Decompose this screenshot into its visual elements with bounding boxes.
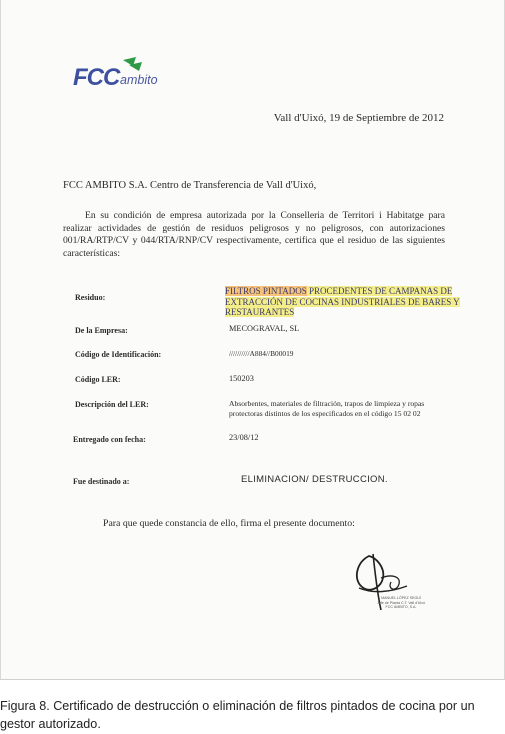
- handwritten-signature: [347, 548, 447, 628]
- codigo-id-label: Código de Identificación:: [75, 350, 162, 359]
- descripcion-value: Absorbentes, materiales de filtración, trapos de limpieza y ropas protectoras distintos de los especificados en el código 15 02 02: [229, 399, 425, 418]
- fcc-ambito-logo: [73, 56, 183, 94]
- logo-sub: ambito: [120, 73, 158, 87]
- empresa-label: De la Empresa:: [75, 326, 128, 335]
- logo-brand: FCC: [73, 64, 120, 91]
- codigo-id-value: //////////A884//B00019: [229, 349, 294, 358]
- entregado-label: Entregado con fecha:: [73, 435, 146, 444]
- empresa-value: MECOGRAVAL, SL: [229, 324, 300, 333]
- destino-value: ELIMINACION/ DESTRUCCION.: [241, 474, 388, 485]
- stamp-line-2: Jefe de Planta C.T. Vall d'Uixó: [377, 600, 425, 605]
- residuos-value: [225, 286, 465, 318]
- residuos-value-highlight: FILTROS PINTADOS: [225, 286, 307, 296]
- destino-label: Fue destinado a:: [73, 477, 130, 486]
- intro-paragraph: En su condición de empresa autorizada por la Conselleria de Territori i Habitatge para realizar actividades de gestión de residuos peligrosos y no peligrosos, con autorizaciones 001/RA/RTP/CV y 044/RTA/RNP/CV respectivamente, certifica que el residuo de las siguientes características:: [63, 210, 445, 259]
- closing-line: Para que quede constancia de ello, firma el presente documento:: [103, 518, 355, 529]
- codigo-ler-label: Código LER:: [75, 375, 121, 384]
- entregado-value: 23/08/12: [229, 433, 259, 442]
- descripcion-label: Descripción del LER:: [75, 400, 149, 409]
- residuos-label: Residuo:: [75, 293, 106, 302]
- date-line: Vall d'Uixó, 19 de Septiembre de 2012: [273, 112, 444, 124]
- codigo-ler-value: 150203: [229, 374, 254, 383]
- figure-caption: Figura 8. Certificado de destrucción o eliminación de filtros pintados de cocina por un gestor autorizado.: [0, 699, 475, 731]
- stamp-line-3: FCC ÁMBITO, S.A.: [385, 605, 417, 610]
- addressee: FCC AMBITO S.A. Centro de Transferencia de Vall d'Uixó,: [63, 180, 317, 191]
- stamp-line-1: MANUEL LÓPEZ SEGUÍ: [381, 596, 421, 600]
- signature-stamp: [373, 596, 429, 610]
- residuos-value-rest: PROCEDENTES DE CAMPANAS DE EXTRACCIÓN DE COCINAS INDUSTRIALES DE BARES Y RESTAURANTES: [225, 286, 460, 317]
